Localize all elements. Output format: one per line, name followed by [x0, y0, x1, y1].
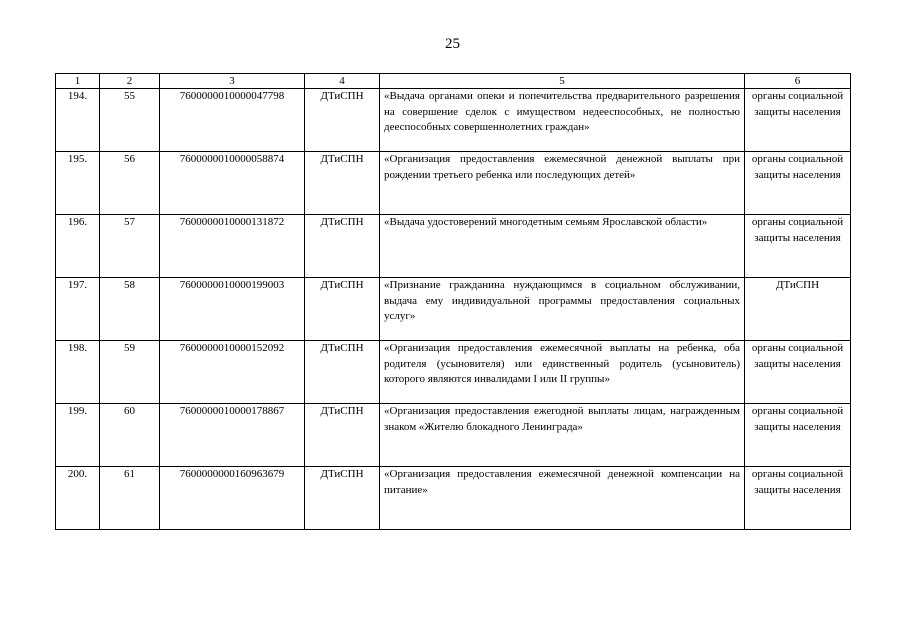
- organization: ДТиСПН: [305, 278, 380, 341]
- responsible-body: органы социальной защиты населения: [745, 89, 851, 152]
- row-number: 194.: [56, 89, 100, 152]
- table-row: [56, 278, 851, 341]
- table-row: [56, 341, 851, 404]
- service-code: 57: [100, 215, 160, 278]
- registry-number: 7600000010000047798: [160, 89, 305, 152]
- responsible-body: органы социальной защиты населения: [745, 215, 851, 278]
- organization: ДТиСПН: [305, 404, 380, 467]
- column-header: 4: [305, 74, 380, 89]
- service-name: «Признание гражданина нуждающимся в социальном обслуживании, выдача ему индивидуальной программы предоставления социальных услуг»: [380, 278, 745, 341]
- organization: ДТиСПН: [305, 152, 380, 215]
- table-row: [56, 89, 851, 152]
- table-row: [56, 404, 851, 467]
- row-number: 198.: [56, 341, 100, 404]
- table-row: [56, 152, 851, 215]
- services-table: [55, 73, 851, 530]
- service-name: «Выдача удостоверений многодетным семьям Ярославской области»: [380, 215, 745, 278]
- row-number: 196.: [56, 215, 100, 278]
- responsible-body: органы социальной защиты населения: [745, 467, 851, 530]
- responsible-body: ДТиСПН: [745, 278, 851, 341]
- table-row: [56, 215, 851, 278]
- responsible-body: органы социальной защиты населения: [745, 404, 851, 467]
- row-number: 199.: [56, 404, 100, 467]
- row-number: 200.: [56, 467, 100, 530]
- column-header: 3: [160, 74, 305, 89]
- page-number: 25: [445, 36, 460, 52]
- responsible-body: органы социальной защиты населения: [745, 152, 851, 215]
- registry-number: 7600000010000131872: [160, 215, 305, 278]
- service-code: 55: [100, 89, 160, 152]
- row-number: 195.: [56, 152, 100, 215]
- service-name: «Организация предоставления ежемесячной денежной выплаты при рождении третьего ребенка или последующих детей»: [380, 152, 745, 215]
- organization: ДТиСПН: [305, 341, 380, 404]
- service-code: 61: [100, 467, 160, 530]
- column-header: 2: [100, 74, 160, 89]
- table-row: [56, 467, 851, 530]
- column-header: 5: [380, 74, 745, 89]
- service-name: «Организация предоставления ежегодной выплаты лицам, награжденным знаком «Жителю блокадного Ленинграда»: [380, 404, 745, 467]
- service-code: 56: [100, 152, 160, 215]
- table-header-row: [56, 74, 851, 89]
- service-code: 58: [100, 278, 160, 341]
- registry-number: 7600000010000178867: [160, 404, 305, 467]
- organization: ДТиСПН: [305, 89, 380, 152]
- row-number: 197.: [56, 278, 100, 341]
- service-name: «Организация предоставления ежемесячной денежной компенсации на питание»: [380, 467, 745, 530]
- service-code: 59: [100, 341, 160, 404]
- service-code: 60: [100, 404, 160, 467]
- service-name: «Организация предоставления ежемесячной выплаты на ребенка, оба родителя (усыновителя) или единственный родитель (усыновитель) которого являются инвалидами I или II группы»: [380, 341, 745, 404]
- column-header: 6: [745, 74, 851, 89]
- registry-number: 7600000010000199003: [160, 278, 305, 341]
- organization: ДТиСПН: [305, 215, 380, 278]
- registry-number: 7600000010000152092: [160, 341, 305, 404]
- registry-number: 7600000000160963679: [160, 467, 305, 530]
- service-name: «Выдача органами опеки и попечительства предварительного разрешения на совершение сделок с имуществом недееспособных, не полностью дееспособных совершеннолетних граждан»: [380, 89, 745, 152]
- organization: ДТиСПН: [305, 467, 380, 530]
- registry-number: 7600000010000058874: [160, 152, 305, 215]
- responsible-body: органы социальной защиты населения: [745, 341, 851, 404]
- column-header: 1: [56, 74, 100, 89]
